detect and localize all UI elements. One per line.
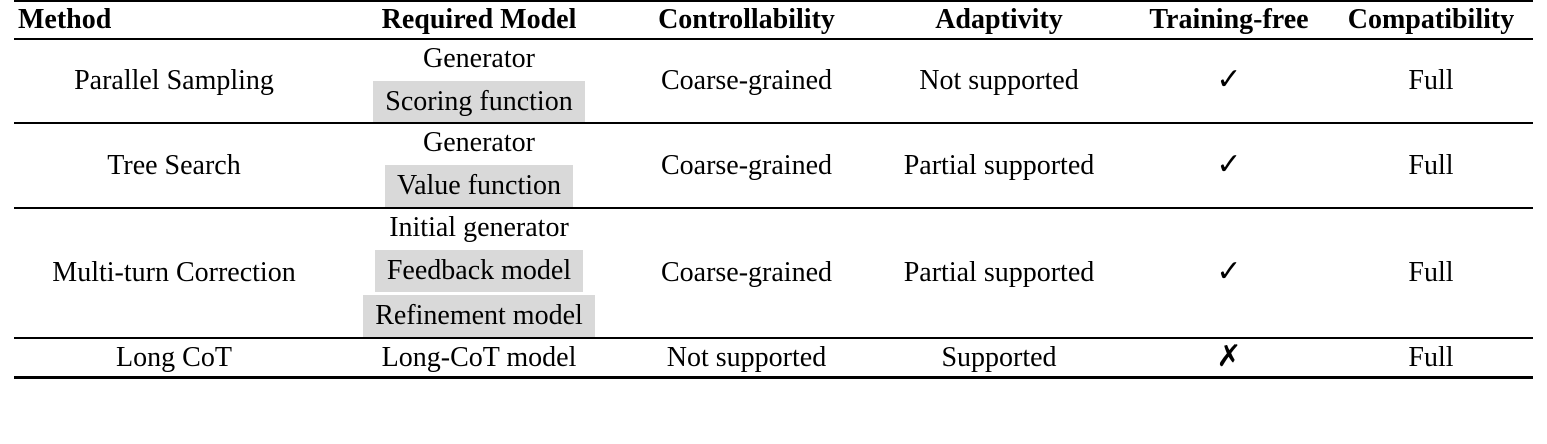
table-header — [14, 1, 1533, 39]
cell-required-model — [334, 39, 624, 124]
column-header-adaptivity: Adaptivity — [935, 4, 1063, 35]
cell-method: Long CoT — [116, 341, 232, 373]
cell-required-model — [334, 208, 624, 337]
table-row — [14, 208, 1533, 337]
model-item-highlighted: Refinement model — [363, 295, 595, 337]
model-stack — [334, 124, 624, 207]
check-icon: ✓ — [1216, 63, 1242, 97]
cell-compatibility: Full — [1408, 341, 1454, 373]
column-header-required-model: Required Model — [381, 4, 577, 35]
column-header-controllability: Controllability — [658, 4, 835, 35]
cell-controllability: Coarse-grained — [660, 256, 833, 288]
table-row — [14, 123, 1533, 208]
model-item: Initial generator — [389, 212, 569, 244]
model-item: Generator — [423, 127, 535, 159]
cell-training-free — [1129, 338, 1329, 378]
cell-adaptivity: Supported — [941, 341, 1057, 373]
model-stack — [334, 209, 624, 336]
cell-adaptivity: Not supported — [919, 65, 1079, 97]
cell-method: Parallel Sampling — [74, 65, 274, 97]
cell-training-free — [1129, 208, 1329, 337]
model-item-highlighted: Scoring function — [373, 81, 584, 123]
column-header-method: Method — [18, 4, 112, 35]
cell-controllability: Not supported — [666, 341, 827, 373]
cell-required-model — [334, 123, 624, 208]
column-header-compatibility: Compatibility — [1347, 4, 1515, 35]
cell-training-free — [1129, 39, 1329, 124]
column-header-training-free: Training-free — [1149, 4, 1309, 35]
table-row — [14, 338, 1533, 378]
table-body — [14, 39, 1533, 378]
cross-icon: ✗ — [1216, 339, 1242, 373]
cell-compatibility: Full — [1408, 149, 1454, 181]
model-item: Long-CoT model — [381, 341, 577, 373]
model-stack — [334, 40, 624, 123]
model-item-highlighted: Value function — [385, 165, 573, 207]
header-row — [14, 1, 1533, 39]
cell-compatibility: Full — [1408, 65, 1454, 97]
cell-controllability: Coarse-grained — [660, 149, 833, 181]
cell-training-free — [1129, 123, 1329, 208]
model-stack — [334, 339, 624, 377]
model-item: Generator — [423, 42, 535, 74]
cell-compatibility: Full — [1408, 256, 1454, 288]
method-comparison-table — [14, 0, 1533, 379]
cell-adaptivity: Partial supported — [903, 149, 1095, 181]
model-item-highlighted: Feedback model — [375, 250, 583, 292]
check-icon: ✓ — [1216, 147, 1242, 181]
cell-method: Tree Search — [107, 149, 241, 181]
table-row — [14, 39, 1533, 124]
check-icon: ✓ — [1216, 254, 1242, 288]
cell-required-model — [334, 338, 624, 378]
cell-controllability: Coarse-grained — [660, 65, 833, 97]
cell-adaptivity: Partial supported — [903, 256, 1095, 288]
cell-method: Multi-turn Correction — [52, 256, 296, 288]
